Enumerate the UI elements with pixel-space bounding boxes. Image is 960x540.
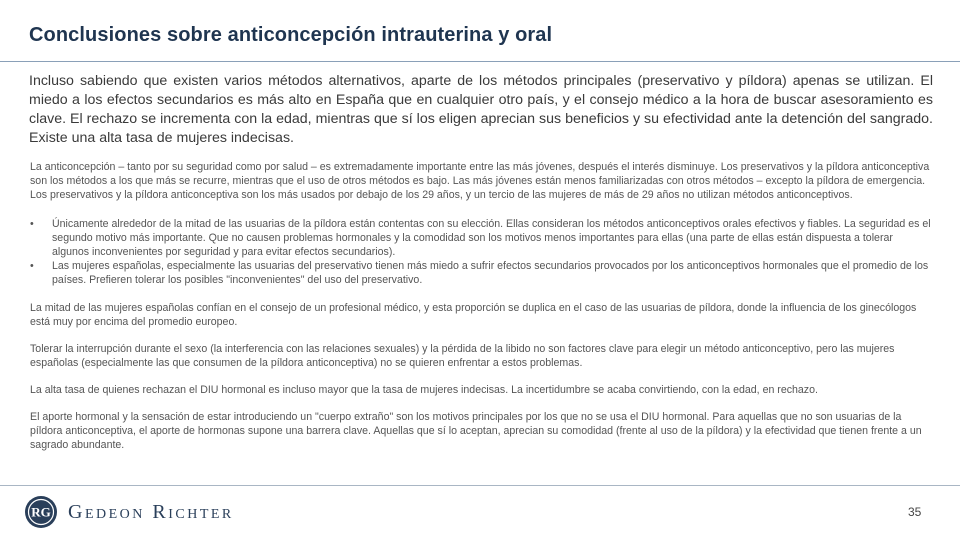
- bullet-item: [30, 259, 932, 287]
- slide-title: Conclusiones sobre anticoncepción intrauterina y oral: [29, 24, 553, 46]
- title-divider: [0, 61, 960, 62]
- logo-monogram: RG: [31, 504, 51, 520]
- body-paragraph-5: El aporte hormonal y la sensación de estar introduciendo un "cuerpo extraño" son los motivos principales por los que no se usa el DIU hormonal. Para aquellas que no son usuarias de la píldora anticonceptiva, el aporte de hormonas supone una barrera clave. Aquellas que sí lo aceptan, aprecian su comodidad (frente al uso de la píldora) y la efectividad que tienen frente a un sagrado abundante.: [30, 411, 922, 451]
- footer-divider: [0, 485, 960, 486]
- intro-paragraph: Incluso sabiendo que existen varios métodos alternativos, aparte de los métodos principales (preservativo y píldora) apenas se utilizan. El miedo a los efectos secundarios es más alto en España que en cualquier otro país, y el consejo médico a la hora de buscar asesoramiento es clave. El rechazo se incrementa con la edad, mientras que sí los eligen aprecian sus beneficios y su efectividad ante la detención del sangrado. Existe una alta tasa de mujeres indecisas.: [29, 73, 933, 146]
- body-paragraph-2: La mitad de las mujeres españolas confían en el consejo de un profesional médico, y esta proporción se duplica en el caso de las usuarias de píldora, donde la influencia de los ginecólogos está muy por encima del promedio europeo.: [30, 302, 917, 328]
- logo-wordmark: Gedeon Richter: [68, 501, 234, 523]
- body-content: [30, 160, 932, 465]
- bullet-marker: •: [30, 260, 34, 272]
- bullet-text: Únicamente alrededor de la mitad de las usuarias de la píldora están contentas con su elección. Ellas consideran los métodos anticonceptivos orales efectivos y fiables. La seguridad es el segundo motivo más importante. Que no causen problemas hormonales y la comodidad son los motivos menos importantes para ellas (una parte de ellas están dispuesta a tolerar algunos inconvenientes por seguridad y para evitar efectos secundarios).: [52, 218, 931, 258]
- body-paragraph-3: Tolerar la interrupción durante el sexo (la interferencia con las relaciones sexuales) y la pérdida de la libido no son factores clave para elegir un método anticonceptivo, pero las mujeres españolas (especialmente las que consumen de la píldora anticonceptiva) no se quieren enfrentar a estos problemas.: [30, 343, 895, 369]
- logo-monogram-icon: [24, 495, 58, 529]
- page-number: 35: [908, 505, 922, 519]
- bullet-text: Las mujeres españolas, especialmente las usuarias del preservativo tienen más miedo a sufrir efectos secundarios provocados por los anticonceptivos hormonales que el promedio de los países. Prefieren tolerar los posibles "inconvenientes" del uso del preservativo.: [52, 260, 929, 286]
- bullet-list: [30, 217, 932, 287]
- gedeon-richter-logo-icon: [24, 495, 58, 529]
- bullet-marker: •: [30, 218, 34, 230]
- body-paragraph-1: La anticoncepción – tanto por su seguridad como por salud – es extremadamente importante entre las más jóvenes, después el interés disminuye. Los preservativos y la píldora anticonceptiva son los métodos a los que más se recurre, mientras que el uso de otros métodos es bajo. Las más jóvenes están menos familiarizadas con otros métodos – excepto la píldora de emergencia. Los preservativos y la píldora anticonceptiva son los más usados por debajo de los 29 años, y un tercio de las mujeres de más de 29 años no utilizan métodos anticonceptivos.: [30, 161, 930, 201]
- body-paragraph-4: La alta tasa de quienes rechazan el DIU hormonal es incluso mayor que la tasa de mujeres indecisas. La incertidumbre se acaba convirtiendo, con la edad, en rechazo.: [30, 384, 818, 396]
- bullet-item: [30, 217, 932, 259]
